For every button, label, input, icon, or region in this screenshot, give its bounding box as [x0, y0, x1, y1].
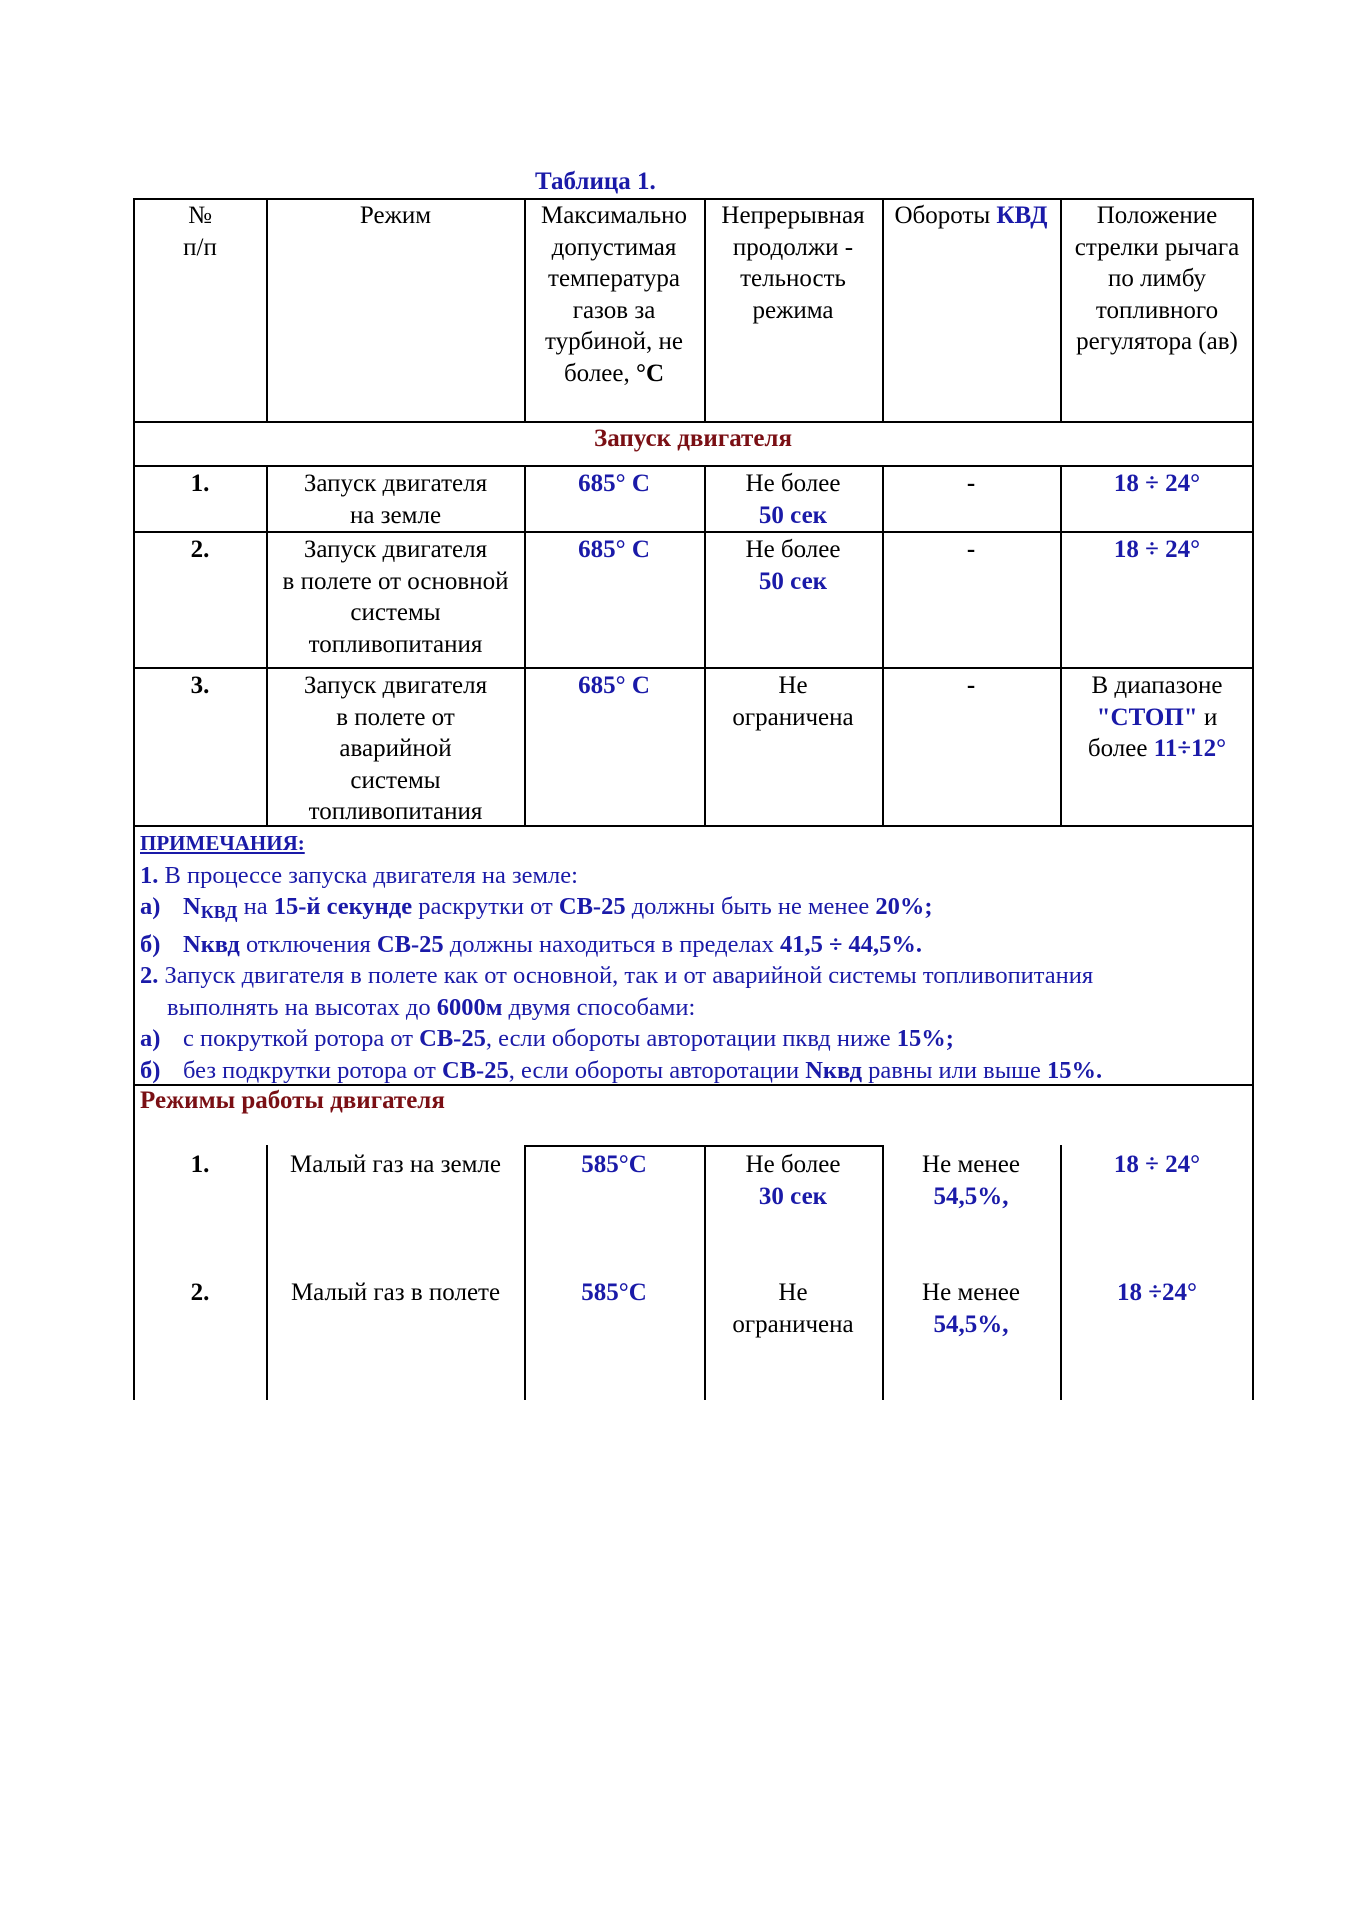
start-row-3-mode: Запуск двигателя в полете от аварийной системы топливопитания	[303, 672, 488, 825]
start-row-1-mode: Запуск двигателя на земле	[303, 470, 488, 529]
header-duration: Непрерывная продолжи - тельность режима	[721, 202, 865, 324]
header-rpm: Обороты КВД	[894, 202, 1048, 229]
grid-line	[882, 1145, 884, 1400]
grid-line	[133, 825, 1254, 827]
mode-row-2-rpm: Не менее 54,5%,	[922, 1279, 1020, 1338]
start-row-3-num: 3.	[190, 672, 210, 699]
mode-row-2-temp: 585°С	[581, 1279, 647, 1306]
start-row-1-temp: 685° С	[578, 470, 650, 497]
start-row-1-num: 1.	[190, 470, 210, 497]
mode-row-2-num: 2.	[190, 1279, 210, 1306]
header-temp: Максимально допустимая температура газов за турбиной, не более, °C	[540, 202, 688, 387]
grid-line	[704, 1145, 706, 1400]
grid-line	[1252, 198, 1254, 1400]
grid-line	[1060, 465, 1062, 825]
start-row-3-duration: Не ограничена	[732, 672, 854, 731]
mode-row-1-rpm: Не менее 54,5%,	[922, 1151, 1020, 1210]
grid-line	[1060, 198, 1062, 421]
mode-row-2-mode: Малый газ в полете	[290, 1279, 501, 1306]
grid-line	[133, 198, 1254, 200]
header-lever: Положение стрелки рычага по лимбу топливного регулятора (ав)	[1074, 202, 1240, 355]
grid-line	[266, 465, 268, 825]
grid-line	[133, 465, 1254, 467]
start-row-2-mode: Запуск двигателя в полете от основной системы топливопитания	[282, 536, 509, 658]
note-1a: а) $N_{КВД}$ на 15-й секунде раскрутки от СВ-25 должны быть не менее 20%;	[140, 893, 933, 922]
note-2-cont: выполнять на высотах до 6000м двумя способами:	[167, 993, 696, 1021]
grid-line	[882, 465, 884, 825]
grid-line	[266, 1145, 268, 1400]
start-row-1-rpm: -	[966, 470, 976, 497]
start-row-1-duration: Не более 50 сек	[745, 470, 841, 529]
note-1: 1. В процессе запуска двигателя на земле:	[140, 861, 578, 889]
note-2: 2. Запуск двигателя в полете как от основной, так и от аварийной системы топливопитания	[140, 962, 1094, 989]
start-row-3-rpm: -	[966, 672, 976, 699]
start-row-2-lever: 18 ÷ 24°	[1113, 536, 1201, 563]
stop-label: "СТОП"	[1096, 703, 1198, 731]
grid-line	[524, 1145, 882, 1147]
mode-row-1-temp: 585°С	[581, 1151, 647, 1178]
mode-row-1-mode: Малый газ на земле	[289, 1151, 501, 1178]
grid-line	[524, 198, 526, 421]
mode-row-1-num: 1.	[190, 1151, 210, 1178]
start-row-2-duration: Не более 50 сек	[745, 536, 841, 595]
grid-line	[133, 198, 135, 1400]
start-row-3-temp: 685° С	[578, 672, 650, 699]
start-row-2-rpm: -	[966, 536, 976, 563]
header-mode: Режим	[359, 202, 432, 229]
grid-line	[704, 465, 706, 825]
mode-row-1-duration: Не более 30 сек	[745, 1151, 841, 1210]
mode-row-1-lever: 18 ÷ 24°	[1113, 1151, 1201, 1178]
section-start-title: Запуск двигателя	[594, 425, 792, 452]
header-num: № п/п	[183, 202, 217, 261]
grid-line	[524, 1145, 526, 1400]
note-2a: а) с покруткой ротора от СВ-25, если обороты авторотации пквд ниже 15%;	[140, 1025, 954, 1052]
note-2b: б) без подкрутки ротора от СВ-25, если обороты авторотации Nквд равны или выше 15%.	[140, 1056, 1103, 1084]
rpm-unit: КВД	[996, 202, 1048, 229]
temp-unit: °C	[636, 359, 665, 387]
grid-line	[882, 198, 884, 421]
grid-line	[524, 465, 526, 825]
mode-row-2-duration: Не ограничена	[732, 1279, 854, 1338]
grid-line	[133, 1084, 1254, 1086]
start-row-2-temp: 685° С	[578, 536, 650, 563]
table-title: Таблица 1.	[535, 168, 656, 195]
grid-line	[704, 198, 706, 421]
start-row-2-num: 2.	[190, 536, 210, 563]
grid-line	[133, 421, 1254, 423]
mode-row-2-lever: 18 ÷24°	[1117, 1279, 1197, 1306]
start-row-1-lever: 18 ÷ 24°	[1113, 470, 1201, 497]
section-modes-title: Режимы работы двигателя	[140, 1087, 445, 1114]
grid-line	[266, 198, 268, 421]
grid-line	[133, 531, 1254, 533]
grid-line	[1060, 1145, 1062, 1400]
note-1b: б) Nквд отключения СВ-25 должны находиться в пределах 41,5 ÷ 44,5%.	[140, 930, 923, 958]
grid-line	[133, 667, 1254, 669]
notes-heading: ПРИМЕЧАНИЯ:	[140, 831, 305, 855]
start-row-3-lever: В диапазоне "СТОП" и более 11÷12°	[1087, 672, 1227, 762]
notes-block	[140, 828, 1240, 1086]
